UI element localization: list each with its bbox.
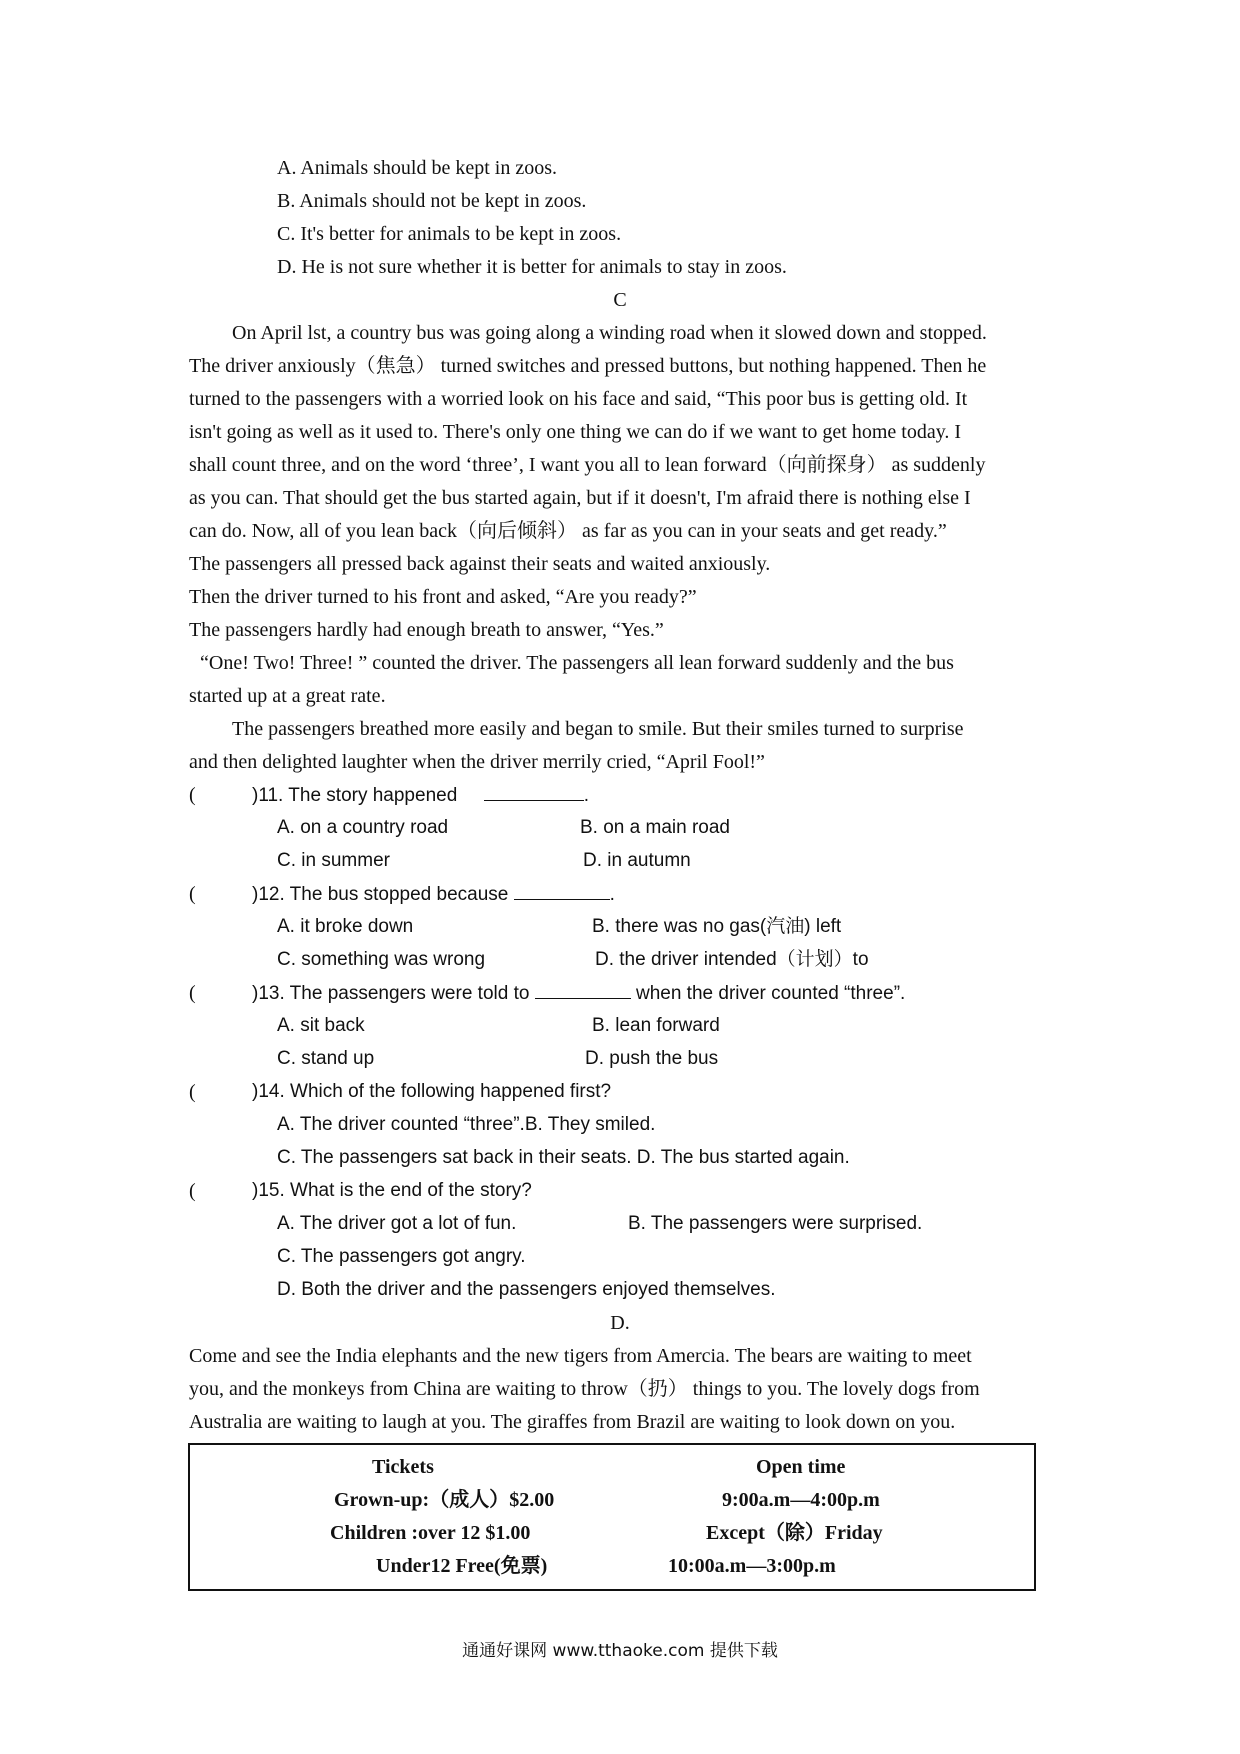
option-b: B. Animals should not be kept in zoos. <box>277 190 587 212</box>
section-d-heading: D. <box>610 1312 630 1334</box>
question-stem: )12. The bus stopped because <box>252 884 509 905</box>
q11-option-a: A. on a country road <box>277 817 449 838</box>
question-stem: )11. The story happened <box>252 785 458 806</box>
answer-paren: ( <box>189 784 196 806</box>
passage-c-line: as you can. That should get the bus started again, but if it doesn't, I'm afraid there is nothing else I <box>189 487 971 509</box>
q13-option-d: D. push the bus <box>585 1048 719 1069</box>
answer-blank[interactable] <box>535 980 631 999</box>
question-11 <box>252 782 589 809</box>
answer-paren: ( <box>189 982 196 1004</box>
question-stem: )13. The passengers were told to <box>252 983 530 1004</box>
passage-c-line: The passengers hardly had enough breath to answer, “Yes.” <box>189 619 664 641</box>
passage-c-line: and then delighted laughter when the driver merrily cried, “April Fool!” <box>189 751 765 773</box>
answer-paren: ( <box>189 883 196 905</box>
under12-price: Under12 Free(免票) <box>376 1555 548 1577</box>
tickets-info-box <box>188 1443 1036 1591</box>
passage-c-line: isn't going as well as it used to. There's only one thing we can do if we want to get home today. I <box>189 421 962 443</box>
q12-option-c: C. something was wrong <box>277 949 486 970</box>
answer-paren: ( <box>189 1180 196 1202</box>
passage-c-line: turned to the passengers with a worried look on his face and said, “This poor bus is getting old. It <box>189 388 968 410</box>
passage-c-line: Then the driver turned to his front and asked, “Are you ready?” <box>189 586 697 608</box>
q13-option-b: B. lean forward <box>592 1015 720 1036</box>
q13-option-c: C. stand up <box>277 1048 375 1069</box>
q15-option-d: D. Both the driver and the passengers enjoyed themselves. <box>277 1279 776 1300</box>
open-time-friday: 10:00a.m—3:00p.m <box>668 1555 836 1577</box>
question-suffix: . <box>609 884 615 905</box>
question-13 <box>252 980 905 1007</box>
q11-option-b: B. on a main road <box>580 817 730 838</box>
passage-c-line: The passengers breathed more easily and began to smile. But their smiles turned to surprise <box>232 718 964 740</box>
open-time-heading: Open time <box>756 1456 846 1478</box>
passage-c-line: “One! Two! Three! ” counted the driver. The passengers all lean forward suddenly and the bus <box>200 652 954 674</box>
grown-up-price: Grown-up:（成人）$2.00 <box>334 1489 555 1511</box>
except-friday: Except（除）Friday <box>706 1522 883 1544</box>
q15-option-c: C. The passengers got angry. <box>277 1246 526 1267</box>
option-d: D. He is not sure whether it is better for animals to stay in zoos. <box>277 256 787 278</box>
passage-c-line: The driver anxiously（焦急） turned switches and pressed buttons, but nothing happened. Then he <box>189 355 987 377</box>
passage-c-line: On April lst, a country bus was going along a winding road when it slowed down and stopped. <box>232 322 987 344</box>
q12-option-d: D. the driver intended（计划）to <box>595 949 869 970</box>
question-suffix: when the driver counted “three”. <box>635 983 906 1004</box>
tickets-heading: Tickets <box>372 1456 434 1478</box>
q15-option-a: A. The driver got a lot of fun. <box>277 1213 517 1234</box>
passage-d-line: Australia are waiting to laugh at you. The giraffes from Brazil are waiting to look down on you. <box>189 1411 956 1433</box>
passage-d-line: Come and see the India elephants and the new tigers from Amercia. The bears are waiting to meet <box>189 1345 972 1367</box>
passage-c-line: can do. Now, all of you lean back（向后倾斜） as far as you can in your seats and get ready.” <box>189 520 947 542</box>
footer-source: 通通好课网 www.tthaoke.com 提供下载 <box>462 1641 778 1661</box>
passage-c-line: shall count three, and on the word ‘three’, I want you all to lean forward（向前探身） as suddenly <box>189 454 986 476</box>
question-14: )14. Which of the following happened first? <box>252 1081 612 1102</box>
q13-option-a: A. sit back <box>277 1015 365 1036</box>
q11-option-d: D. in autumn <box>583 850 691 871</box>
q11-option-c: C. in summer <box>277 850 390 871</box>
option-a: A. Animals should be kept in zoos. <box>277 157 557 179</box>
passage-d-line: you, and the monkeys from China are waiting to throw（扔） things to you. The lovely dogs from <box>189 1378 980 1400</box>
q12-option-b: B. there was no gas(汽油) left <box>592 916 842 937</box>
question-suffix: . <box>583 785 589 806</box>
passage-c-line: The passengers all pressed back against their seats and waited anxiously. <box>189 553 771 575</box>
q14-options-ab: A. The driver counted “three”.B. They smiled. <box>277 1114 656 1135</box>
q14-options-cd: C. The passengers sat back in their seats. D. The bus started again. <box>277 1147 850 1168</box>
q15-option-b: B. The passengers were surprised. <box>628 1213 923 1234</box>
open-time-weekday: 9:00a.m—4:00p.m <box>722 1489 880 1511</box>
question-15: )15. What is the end of the story? <box>252 1180 532 1201</box>
question-12 <box>252 881 615 908</box>
answer-paren: ( <box>189 1081 196 1103</box>
answer-blank[interactable] <box>484 782 584 801</box>
passage-c-line: started up at a great rate. <box>189 685 386 707</box>
option-c: C. It's better for animals to be kept in zoos. <box>277 223 622 245</box>
children-price: Children :over 12 $1.00 <box>330 1522 531 1544</box>
q12-option-a: A. it broke down <box>277 916 414 937</box>
section-c-heading: C <box>613 289 627 311</box>
answer-blank[interactable] <box>514 881 610 900</box>
